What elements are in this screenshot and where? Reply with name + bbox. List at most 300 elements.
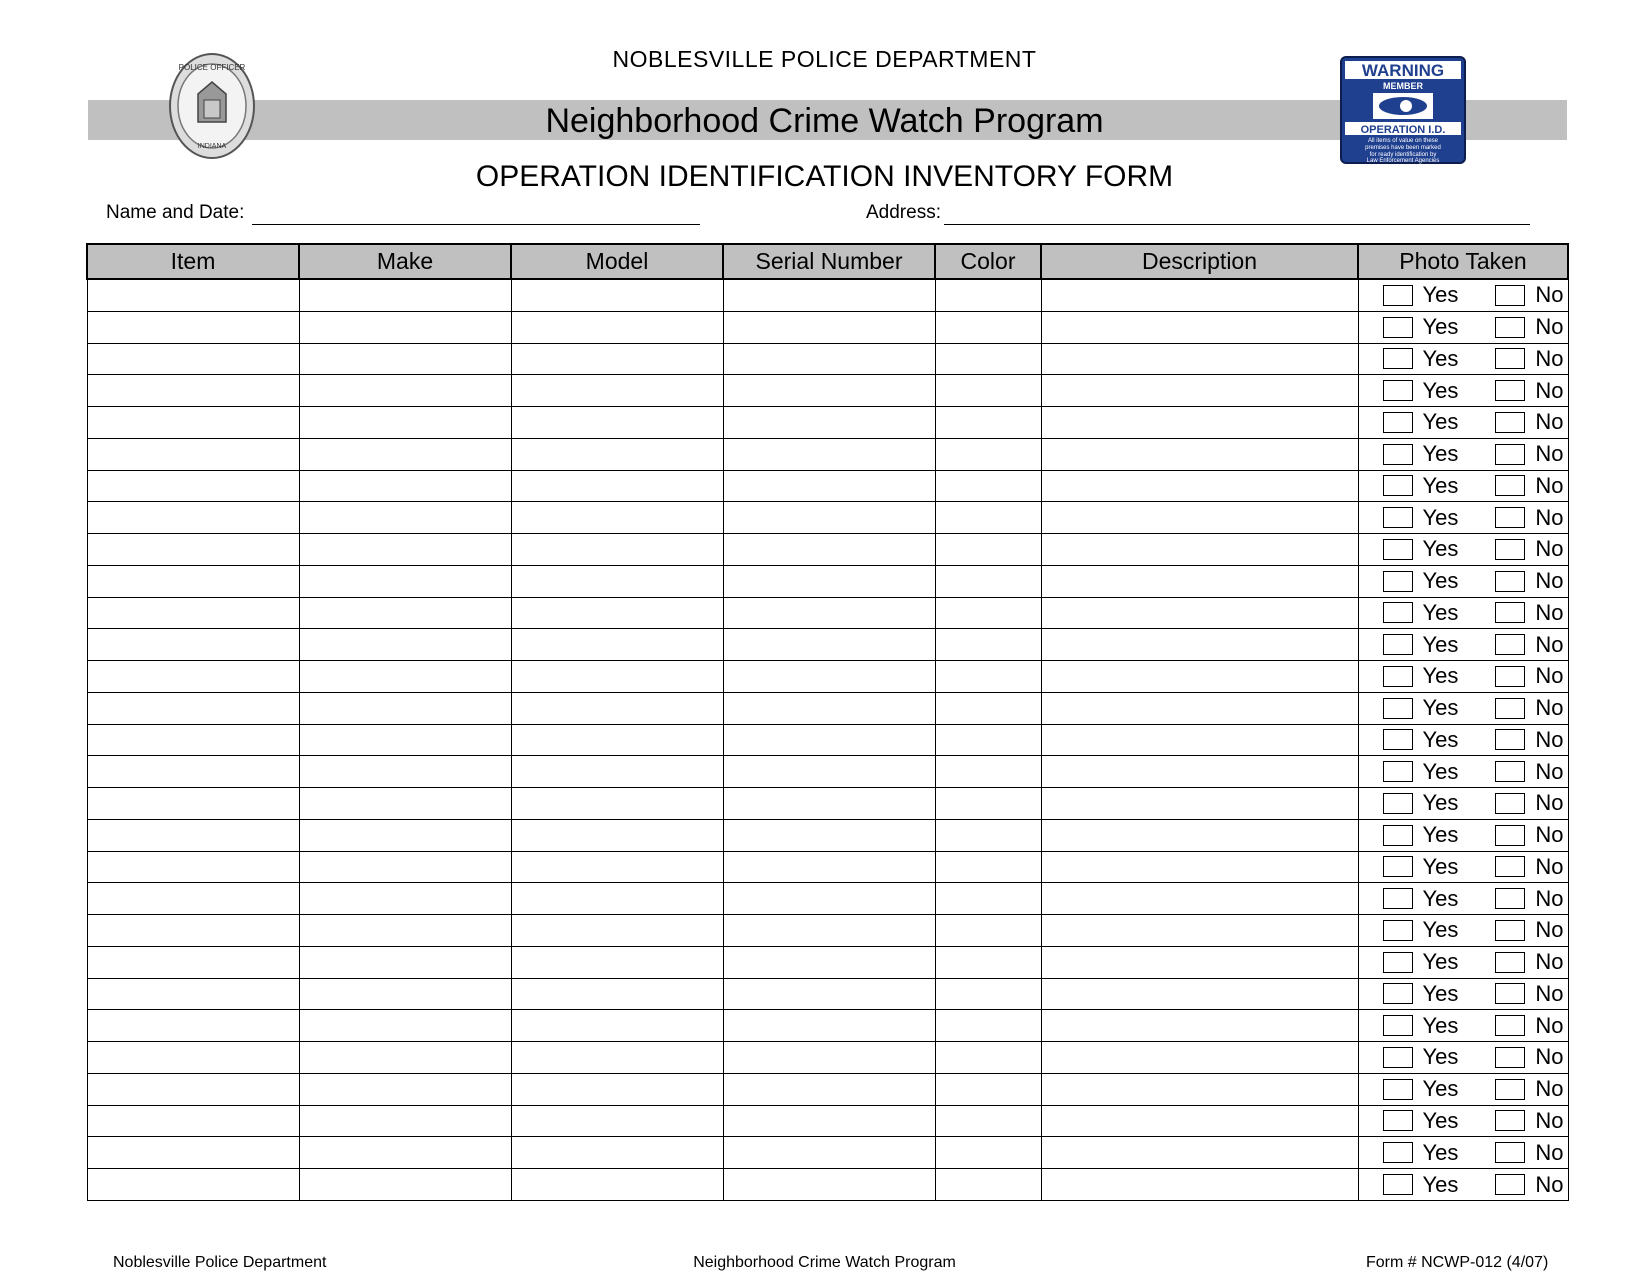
photo-yes-checkbox[interactable] [1383, 1142, 1413, 1163]
photo-yes-checkbox[interactable] [1383, 698, 1413, 719]
model-cell[interactable] [511, 1105, 723, 1137]
color-cell[interactable] [935, 819, 1041, 851]
footer-right: Form # NCWP-012 (4/07) [1366, 1254, 1549, 1271]
description-cell[interactable] [1041, 343, 1358, 375]
serial-cell[interactable] [723, 851, 935, 883]
photo-no-checkbox[interactable] [1495, 1079, 1525, 1100]
item-cell[interactable] [87, 978, 299, 1010]
table-row [87, 851, 1568, 883]
description-cell[interactable] [1041, 438, 1358, 470]
photo-yes-checkbox[interactable] [1383, 634, 1413, 655]
model-cell[interactable] [511, 343, 723, 375]
item-cell[interactable] [87, 819, 299, 851]
table-row [87, 724, 1568, 756]
department-name: NOBLESVILLE POLICE DEPARTMENT [612, 46, 1037, 72]
item-cell[interactable] [87, 1105, 299, 1137]
photo-no-label: No [1535, 822, 1564, 848]
description-cell[interactable] [1041, 883, 1358, 915]
description-cell[interactable] [1041, 946, 1358, 978]
description-cell[interactable] [1041, 819, 1358, 851]
col-serial-header: Serial Number [723, 244, 935, 279]
serial-cell[interactable] [723, 978, 935, 1010]
photo-no-checkbox[interactable] [1495, 952, 1525, 973]
item-cell[interactable] [87, 883, 299, 915]
photo-taken-cell [1358, 851, 1568, 883]
description-cell[interactable] [1041, 375, 1358, 407]
serial-cell[interactable] [723, 724, 935, 756]
model-cell[interactable] [511, 375, 723, 407]
color-cell[interactable] [935, 343, 1041, 375]
serial-cell[interactable] [723, 375, 935, 407]
description-cell[interactable] [1041, 534, 1358, 566]
make-cell[interactable] [299, 438, 511, 470]
make-cell[interactable] [299, 343, 511, 375]
table-row [87, 946, 1568, 978]
photo-taken-cell [1358, 597, 1568, 629]
photo-taken-cell [1358, 724, 1568, 756]
photo-yes-label: Yes [1422, 1171, 1459, 1197]
description-cell[interactable] [1041, 311, 1358, 343]
photo-yes-label: Yes [1422, 917, 1459, 943]
make-cell[interactable] [299, 1169, 511, 1201]
table-row [87, 1105, 1568, 1137]
color-cell[interactable] [935, 1105, 1041, 1137]
color-cell[interactable] [935, 565, 1041, 597]
footer-left: Noblesville Police Department [113, 1254, 327, 1271]
photo-taken-cell [1358, 1137, 1568, 1169]
photo-taken-cell [1358, 279, 1568, 311]
photo-no-label: No [1535, 726, 1564, 752]
model-cell[interactable] [511, 597, 723, 629]
model-cell[interactable] [511, 502, 723, 534]
serial-cell[interactable] [723, 1042, 935, 1074]
photo-no-checkbox[interactable] [1495, 317, 1525, 338]
make-cell[interactable] [299, 946, 511, 978]
description-cell[interactable] [1041, 279, 1358, 311]
description-cell[interactable] [1041, 470, 1358, 502]
photo-no-label: No [1535, 663, 1564, 689]
col-photo-header: Photo Taken [1358, 244, 1568, 279]
model-cell[interactable] [511, 1169, 723, 1201]
model-cell[interactable] [511, 1137, 723, 1169]
col-item-header: Item [87, 244, 299, 279]
photo-no-checkbox[interactable] [1495, 888, 1525, 909]
model-cell[interactable] [511, 883, 723, 915]
color-cell[interactable] [935, 724, 1041, 756]
photo-no-label: No [1535, 1012, 1564, 1038]
model-cell[interactable] [511, 819, 723, 851]
model-cell[interactable] [511, 311, 723, 343]
photo-yes-label: Yes [1422, 409, 1459, 435]
item-cell[interactable] [87, 502, 299, 534]
item-cell[interactable] [87, 375, 299, 407]
photo-no-checkbox[interactable] [1495, 666, 1525, 687]
photo-no-checkbox[interactable] [1495, 285, 1525, 306]
make-cell[interactable] [299, 788, 511, 820]
make-cell[interactable] [299, 661, 511, 693]
make-cell[interactable] [299, 692, 511, 724]
make-cell[interactable] [299, 629, 511, 661]
serial-cell[interactable] [723, 1073, 935, 1105]
table-row [87, 978, 1568, 1010]
table-row [87, 819, 1568, 851]
photo-no-checkbox[interactable] [1495, 602, 1525, 623]
serial-cell[interactable] [723, 1105, 935, 1137]
serial-cell[interactable] [723, 279, 935, 311]
item-cell[interactable] [87, 946, 299, 978]
make-cell[interactable] [299, 756, 511, 788]
serial-cell[interactable] [723, 534, 935, 566]
description-cell[interactable] [1041, 724, 1358, 756]
make-cell[interactable] [299, 1105, 511, 1137]
table-row [87, 756, 1568, 788]
photo-taken-cell [1358, 946, 1568, 978]
name-date-field[interactable] [252, 202, 700, 225]
make-cell[interactable] [299, 279, 511, 311]
photo-no-checkbox[interactable] [1495, 920, 1525, 941]
col-model-header: Model [511, 244, 723, 279]
photo-yes-label: Yes [1422, 726, 1459, 752]
model-cell[interactable] [511, 915, 723, 947]
photo-yes-checkbox[interactable] [1383, 285, 1413, 306]
item-cell[interactable] [87, 311, 299, 343]
photo-yes-checkbox[interactable] [1383, 539, 1413, 560]
operation-id-warning-sign [1340, 56, 1466, 164]
item-cell[interactable] [87, 1042, 299, 1074]
color-cell[interactable] [935, 534, 1041, 566]
photo-yes-label: Yes [1422, 885, 1459, 911]
description-cell[interactable] [1041, 915, 1358, 947]
model-cell[interactable] [511, 1042, 723, 1074]
photo-no-label: No [1535, 504, 1564, 530]
photo-no-label: No [1535, 1171, 1564, 1197]
address-field[interactable] [944, 202, 1530, 225]
model-cell[interactable] [511, 407, 723, 439]
make-cell[interactable] [299, 375, 511, 407]
photo-yes-label: Yes [1422, 663, 1459, 689]
item-cell[interactable] [87, 756, 299, 788]
color-cell[interactable] [935, 788, 1041, 820]
make-cell[interactable] [299, 502, 511, 534]
description-cell[interactable] [1041, 597, 1358, 629]
item-cell[interactable] [87, 851, 299, 883]
color-cell[interactable] [935, 438, 1041, 470]
svg-text:OPERATION I.D.: OPERATION I.D. [1360, 124, 1446, 136]
item-cell[interactable] [87, 788, 299, 820]
photo-taken-cell [1358, 1042, 1568, 1074]
make-cell[interactable] [299, 597, 511, 629]
make-cell[interactable] [299, 883, 511, 915]
color-cell[interactable] [935, 1073, 1041, 1105]
color-cell[interactable] [935, 978, 1041, 1010]
model-cell[interactable] [511, 565, 723, 597]
color-cell[interactable] [935, 629, 1041, 661]
photo-yes-label: Yes [1422, 536, 1459, 562]
item-cell[interactable] [87, 534, 299, 566]
description-cell[interactable] [1041, 502, 1358, 534]
serial-cell[interactable] [723, 661, 935, 693]
serial-cell[interactable] [723, 407, 935, 439]
photo-yes-checkbox[interactable] [1383, 475, 1413, 496]
photo-yes-checkbox[interactable] [1383, 793, 1413, 814]
color-cell[interactable] [935, 502, 1041, 534]
photo-yes-label: Yes [1422, 758, 1459, 784]
photo-no-label: No [1535, 568, 1564, 594]
photo-no-checkbox[interactable] [1495, 507, 1525, 528]
photo-yes-checkbox[interactable] [1383, 825, 1413, 846]
model-cell[interactable] [511, 279, 723, 311]
svg-text:Law Enforcement Agencies: Law Enforcement Agencies [1366, 158, 1440, 164]
description-cell[interactable] [1041, 1010, 1358, 1042]
model-cell[interactable] [511, 724, 723, 756]
item-cell[interactable] [87, 1169, 299, 1201]
photo-taken-cell [1358, 692, 1568, 724]
serial-cell[interactable] [723, 470, 935, 502]
photo-no-checkbox[interactable] [1495, 983, 1525, 1004]
serial-cell[interactable] [723, 343, 935, 375]
photo-no-checkbox[interactable] [1495, 412, 1525, 433]
serial-cell[interactable] [723, 502, 935, 534]
serial-cell[interactable] [723, 883, 935, 915]
photo-no-label: No [1535, 599, 1564, 625]
color-cell[interactable] [935, 661, 1041, 693]
make-cell[interactable] [299, 407, 511, 439]
item-cell[interactable] [87, 915, 299, 947]
photo-taken-cell [1358, 819, 1568, 851]
photo-no-checkbox[interactable] [1495, 1015, 1525, 1036]
color-cell[interactable] [935, 311, 1041, 343]
photo-taken-cell [1358, 883, 1568, 915]
photo-no-checkbox[interactable] [1495, 1047, 1525, 1068]
description-cell[interactable] [1041, 661, 1358, 693]
photo-yes-checkbox[interactable] [1383, 666, 1413, 687]
photo-yes-label: Yes [1422, 695, 1459, 721]
photo-no-checkbox[interactable] [1495, 793, 1525, 814]
make-cell[interactable] [299, 534, 511, 566]
photo-yes-label: Yes [1422, 504, 1459, 530]
photo-taken-cell [1358, 534, 1568, 566]
item-cell[interactable] [87, 438, 299, 470]
photo-yes-checkbox[interactable] [1383, 888, 1413, 909]
photo-no-checkbox[interactable] [1495, 761, 1525, 782]
description-cell[interactable] [1041, 788, 1358, 820]
description-cell[interactable] [1041, 1137, 1358, 1169]
item-cell[interactable] [87, 470, 299, 502]
photo-yes-checkbox[interactable] [1383, 1015, 1413, 1036]
item-cell[interactable] [87, 661, 299, 693]
model-cell[interactable] [511, 1010, 723, 1042]
model-cell[interactable] [511, 438, 723, 470]
serial-cell[interactable] [723, 597, 935, 629]
make-cell[interactable] [299, 978, 511, 1010]
photo-no-label: No [1535, 536, 1564, 562]
photo-yes-checkbox[interactable] [1383, 761, 1413, 782]
photo-no-checkbox[interactable] [1495, 1174, 1525, 1195]
color-cell[interactable] [935, 883, 1041, 915]
description-cell[interactable] [1041, 1169, 1358, 1201]
photo-no-checkbox[interactable] [1495, 1110, 1525, 1131]
item-cell[interactable] [87, 597, 299, 629]
photo-no-checkbox[interactable] [1495, 380, 1525, 401]
model-cell[interactable] [511, 470, 723, 502]
color-cell[interactable] [935, 375, 1041, 407]
col-make-header: Make [299, 244, 511, 279]
photo-yes-checkbox[interactable] [1383, 983, 1413, 1004]
item-cell[interactable] [87, 279, 299, 311]
model-cell[interactable] [511, 1073, 723, 1105]
photo-yes-checkbox[interactable] [1383, 920, 1413, 941]
description-cell[interactable] [1041, 565, 1358, 597]
serial-cell[interactable] [723, 946, 935, 978]
color-cell[interactable] [935, 692, 1041, 724]
item-cell[interactable] [87, 724, 299, 756]
model-cell[interactable] [511, 851, 723, 883]
photo-yes-checkbox[interactable] [1383, 348, 1413, 369]
model-cell[interactable] [511, 534, 723, 566]
model-cell[interactable] [511, 692, 723, 724]
item-cell[interactable] [87, 692, 299, 724]
color-cell[interactable] [935, 1010, 1041, 1042]
photo-no-checkbox[interactable] [1495, 475, 1525, 496]
photo-yes-checkbox[interactable] [1383, 602, 1413, 623]
serial-cell[interactable] [723, 692, 935, 724]
photo-no-checkbox[interactable] [1495, 729, 1525, 750]
color-cell[interactable] [935, 407, 1041, 439]
color-cell[interactable] [935, 851, 1041, 883]
model-cell[interactable] [511, 978, 723, 1010]
photo-yes-checkbox[interactable] [1383, 380, 1413, 401]
col-color-header: Color [935, 244, 1041, 279]
photo-yes-checkbox[interactable] [1383, 952, 1413, 973]
photo-no-checkbox[interactable] [1495, 634, 1525, 655]
photo-no-checkbox[interactable] [1495, 856, 1525, 877]
color-cell[interactable] [935, 597, 1041, 629]
item-cell[interactable] [87, 1010, 299, 1042]
photo-yes-checkbox[interactable] [1383, 1174, 1413, 1195]
color-cell[interactable] [935, 279, 1041, 311]
description-cell[interactable] [1041, 978, 1358, 1010]
make-cell[interactable] [299, 1137, 511, 1169]
description-cell[interactable] [1041, 756, 1358, 788]
serial-cell[interactable] [723, 1137, 935, 1169]
serial-cell[interactable] [723, 756, 935, 788]
photo-taken-cell [1358, 756, 1568, 788]
photo-no-checkbox[interactable] [1495, 539, 1525, 560]
item-cell[interactable] [87, 565, 299, 597]
description-cell[interactable] [1041, 1042, 1358, 1074]
table-row [87, 1010, 1568, 1042]
model-cell[interactable] [511, 756, 723, 788]
table-row [87, 470, 1568, 502]
make-cell[interactable] [299, 1010, 511, 1042]
photo-no-label: No [1535, 980, 1564, 1006]
make-cell[interactable] [299, 724, 511, 756]
photo-no-label: No [1535, 695, 1564, 721]
item-cell[interactable] [87, 343, 299, 375]
serial-cell[interactable] [723, 788, 935, 820]
photo-yes-label: Yes [1422, 441, 1459, 467]
photo-yes-checkbox[interactable] [1383, 444, 1413, 465]
description-cell[interactable] [1041, 851, 1358, 883]
model-cell[interactable] [511, 946, 723, 978]
item-cell[interactable] [87, 407, 299, 439]
color-cell[interactable] [935, 946, 1041, 978]
photo-no-checkbox[interactable] [1495, 698, 1525, 719]
photo-no-checkbox[interactable] [1495, 825, 1525, 846]
photo-no-checkbox[interactable] [1495, 571, 1525, 592]
photo-no-label: No [1535, 314, 1564, 340]
make-cell[interactable] [299, 1042, 511, 1074]
photo-yes-label: Yes [1422, 949, 1459, 975]
description-cell[interactable] [1041, 1105, 1358, 1137]
model-cell[interactable] [511, 661, 723, 693]
serial-cell[interactable] [723, 565, 935, 597]
serial-cell[interactable] [723, 1169, 935, 1201]
serial-cell[interactable] [723, 915, 935, 947]
make-cell[interactable] [299, 819, 511, 851]
item-cell[interactable] [87, 629, 299, 661]
description-cell[interactable] [1041, 1073, 1358, 1105]
photo-yes-checkbox[interactable] [1383, 1110, 1413, 1131]
color-cell[interactable] [935, 1042, 1041, 1074]
make-cell[interactable] [299, 851, 511, 883]
description-cell[interactable] [1041, 629, 1358, 661]
item-cell[interactable] [87, 1073, 299, 1105]
photo-yes-checkbox[interactable] [1383, 507, 1413, 528]
photo-taken-cell [1358, 438, 1568, 470]
photo-yes-checkbox[interactable] [1383, 1079, 1413, 1100]
photo-no-checkbox[interactable] [1495, 1142, 1525, 1163]
make-cell[interactable] [299, 915, 511, 947]
table-row [87, 279, 1568, 311]
table-row [87, 407, 1568, 439]
serial-cell[interactable] [723, 1010, 935, 1042]
photo-yes-label: Yes [1422, 1076, 1459, 1102]
description-cell[interactable] [1041, 692, 1358, 724]
model-cell[interactable] [511, 788, 723, 820]
photo-yes-checkbox[interactable] [1383, 412, 1413, 433]
serial-cell[interactable] [723, 819, 935, 851]
make-cell[interactable] [299, 1073, 511, 1105]
color-cell[interactable] [935, 1169, 1041, 1201]
make-cell[interactable] [299, 470, 511, 502]
photo-yes-checkbox[interactable] [1383, 729, 1413, 750]
color-cell[interactable] [935, 470, 1041, 502]
serial-cell[interactable] [723, 629, 935, 661]
photo-yes-checkbox[interactable] [1383, 1047, 1413, 1068]
photo-no-checkbox[interactable] [1495, 444, 1525, 465]
photo-no-label: No [1535, 1076, 1564, 1102]
serial-cell[interactable] [723, 311, 935, 343]
item-cell[interactable] [87, 1137, 299, 1169]
serial-cell[interactable] [723, 438, 935, 470]
photo-no-label: No [1535, 377, 1564, 403]
photo-no-checkbox[interactable] [1495, 348, 1525, 369]
color-cell[interactable] [935, 756, 1041, 788]
photo-yes-label: Yes [1422, 1107, 1459, 1133]
col-description-header: Description [1041, 244, 1358, 279]
make-cell[interactable] [299, 311, 511, 343]
color-cell[interactable] [935, 1137, 1041, 1169]
photo-yes-checkbox[interactable] [1383, 317, 1413, 338]
photo-yes-checkbox[interactable] [1383, 856, 1413, 877]
model-cell[interactable] [511, 629, 723, 661]
photo-yes-checkbox[interactable] [1383, 571, 1413, 592]
description-cell[interactable] [1041, 407, 1358, 439]
photo-no-label: No [1535, 885, 1564, 911]
color-cell[interactable] [935, 915, 1041, 947]
make-cell[interactable] [299, 565, 511, 597]
